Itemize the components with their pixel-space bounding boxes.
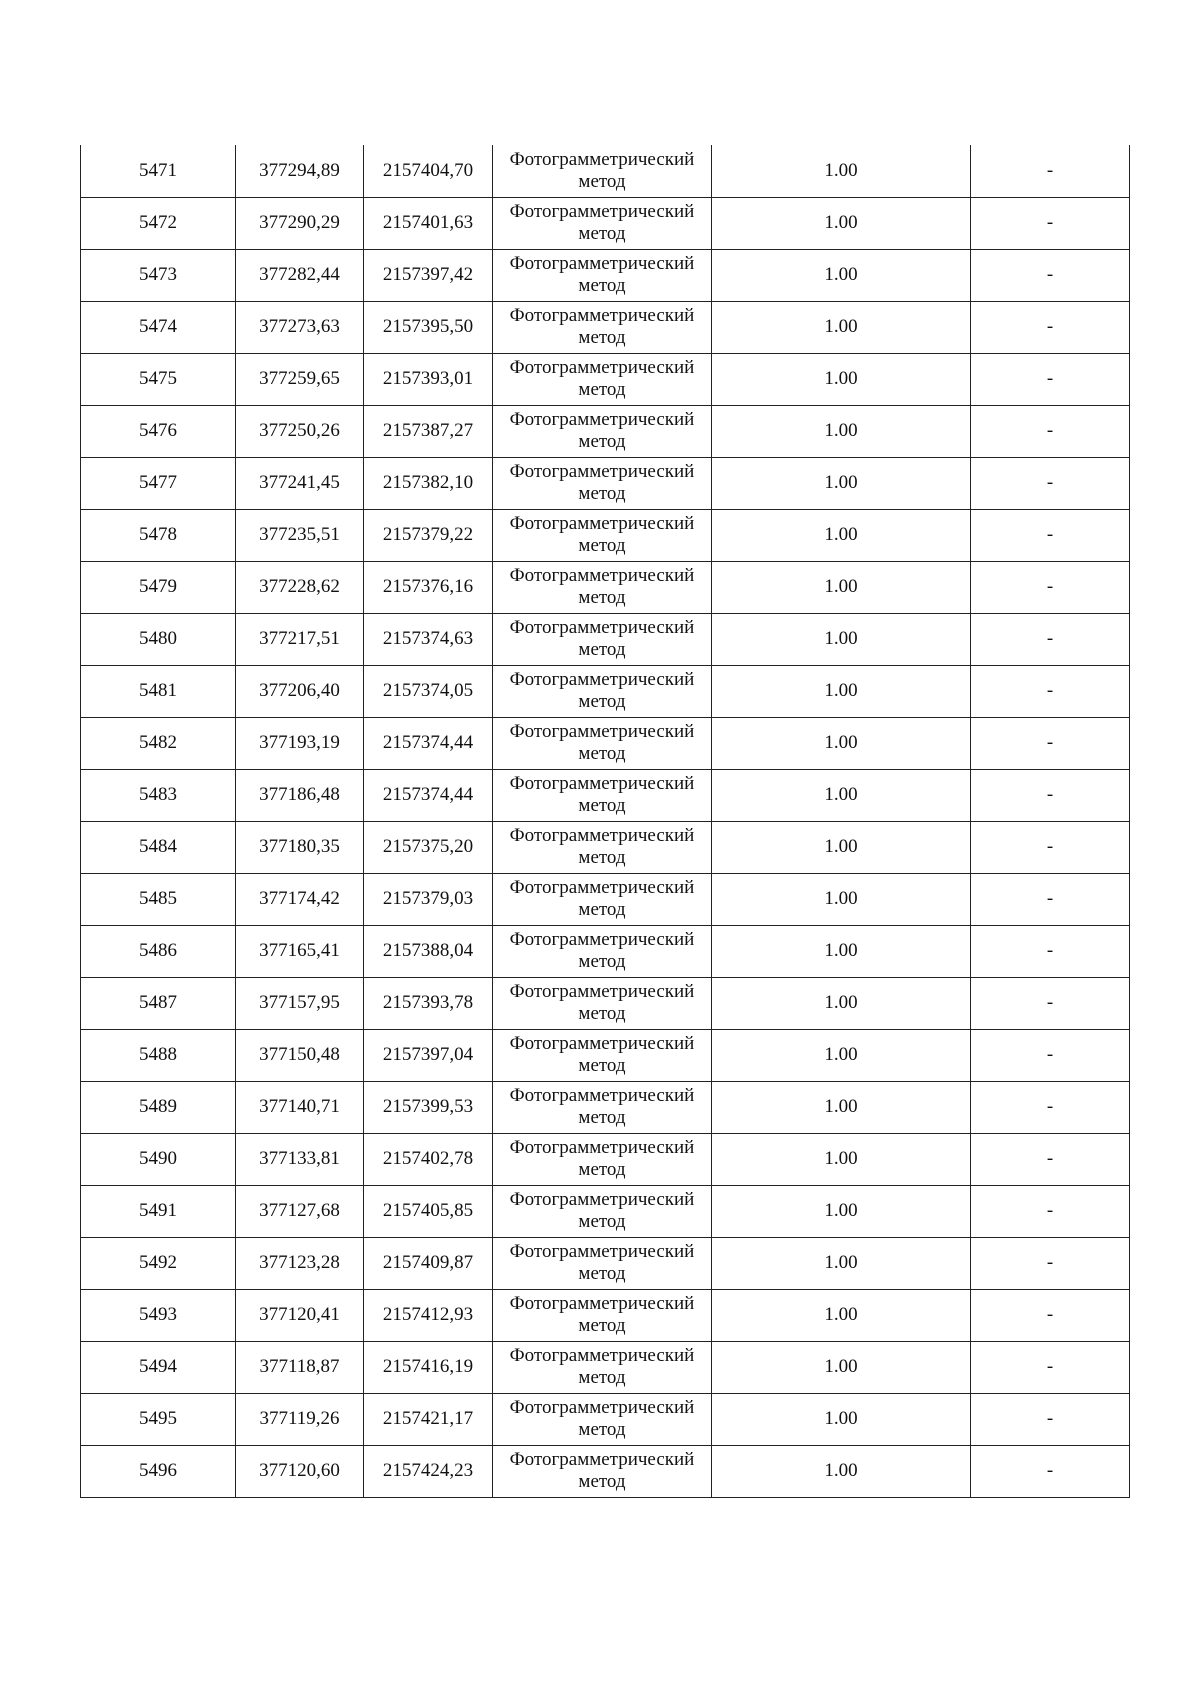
method-line-1: Фотограмметрический — [509, 201, 695, 222]
point-number-cell: 5489 — [81, 1081, 236, 1133]
method-line-1: Фотограмметрический — [509, 148, 695, 170]
point-number-cell: 5471 — [81, 145, 236, 197]
method-line-1: Фотограмметрический — [509, 1449, 695, 1470]
x-coordinate-cell: 377165,41 — [236, 925, 364, 977]
method-line-2: метод — [578, 327, 626, 348]
x-coordinate-cell: 377119,26 — [236, 1393, 364, 1445]
method-line-1: Фотограмметрический — [509, 773, 695, 794]
table-row — [81, 1445, 1130, 1497]
y-coordinate-cell: 2157416,19 — [364, 1341, 493, 1393]
x-coordinate-cell: 377133,81 — [236, 1133, 364, 1185]
table-row — [81, 197, 1130, 249]
accuracy-cell: 1.00 — [712, 873, 971, 925]
note-cell: - — [971, 1029, 1130, 1081]
y-coordinate-cell: 2157388,04 — [364, 925, 493, 977]
point-number-cell: 5475 — [81, 353, 236, 405]
method-cell — [493, 613, 712, 665]
method-cell — [493, 353, 712, 405]
x-coordinate-cell: 377118,87 — [236, 1341, 364, 1393]
note-cell: - — [971, 197, 1130, 249]
table-row — [81, 821, 1130, 873]
y-coordinate-cell: 2157379,03 — [364, 873, 493, 925]
point-number-cell: 5492 — [81, 1237, 236, 1289]
accuracy-cell: 1.00 — [712, 1185, 971, 1237]
note-cell: - — [971, 249, 1130, 301]
x-coordinate-cell: 377217,51 — [236, 613, 364, 665]
table-row — [81, 769, 1130, 821]
y-coordinate-cell: 2157401,63 — [364, 197, 493, 249]
x-coordinate-cell: 377120,60 — [236, 1445, 364, 1497]
accuracy-cell: 1.00 — [712, 509, 971, 561]
method-cell — [493, 1185, 712, 1237]
point-number-cell: 5488 — [81, 1029, 236, 1081]
method-line-1: Фотограмметрический — [509, 877, 695, 898]
table-row — [81, 1029, 1130, 1081]
table-row — [81, 873, 1130, 925]
x-coordinate-cell: 377140,71 — [236, 1081, 364, 1133]
x-coordinate-cell: 377180,35 — [236, 821, 364, 873]
method-line-1: Фотограмметрический — [509, 1345, 695, 1366]
y-coordinate-cell: 2157395,50 — [364, 301, 493, 353]
y-coordinate-cell: 2157387,27 — [364, 405, 493, 457]
table-row — [81, 353, 1130, 405]
y-coordinate-cell: 2157393,01 — [364, 353, 493, 405]
table-row — [81, 717, 1130, 769]
accuracy-cell: 1.00 — [712, 301, 971, 353]
note-cell: - — [971, 1133, 1130, 1185]
table-row — [81, 1393, 1130, 1445]
note-cell: - — [971, 1289, 1130, 1341]
note-cell: - — [971, 145, 1130, 197]
y-coordinate-cell: 2157409,87 — [364, 1237, 493, 1289]
note-cell: - — [971, 1237, 1130, 1289]
accuracy-cell: 1.00 — [712, 197, 971, 249]
x-coordinate-cell: 377193,19 — [236, 717, 364, 769]
method-line-2: метод — [578, 223, 626, 244]
note-cell: - — [971, 509, 1130, 561]
table-row — [81, 1341, 1130, 1393]
y-coordinate-cell: 2157412,93 — [364, 1289, 493, 1341]
method-line-2: метод — [578, 847, 626, 868]
method-line-2: метод — [578, 587, 626, 608]
accuracy-cell: 1.00 — [712, 1029, 971, 1081]
method-cell — [493, 1289, 712, 1341]
table-row — [81, 925, 1130, 977]
y-coordinate-cell: 2157424,23 — [364, 1445, 493, 1497]
point-number-cell: 5481 — [81, 665, 236, 717]
note-cell: - — [971, 301, 1130, 353]
x-coordinate-cell: 377273,63 — [236, 301, 364, 353]
method-cell — [493, 509, 712, 561]
accuracy-cell: 1.00 — [712, 613, 971, 665]
table-row — [81, 977, 1130, 1029]
method-cell — [493, 873, 712, 925]
method-line-2: метод — [578, 1107, 626, 1128]
table-row — [81, 1185, 1130, 1237]
point-number-cell: 5485 — [81, 873, 236, 925]
method-line-2: метод — [578, 1003, 626, 1024]
method-cell — [493, 977, 712, 1029]
method-line-2: метод — [578, 1367, 626, 1388]
method-cell — [493, 1029, 712, 1081]
method-line-1: Фотограмметрический — [509, 1293, 695, 1314]
accuracy-cell: 1.00 — [712, 1445, 971, 1497]
y-coordinate-cell: 2157404,70 — [364, 145, 493, 197]
x-coordinate-cell: 377228,62 — [236, 561, 364, 613]
method-cell — [493, 249, 712, 301]
table-row — [81, 613, 1130, 665]
table-row — [81, 301, 1130, 353]
point-number-cell: 5483 — [81, 769, 236, 821]
accuracy-cell: 1.00 — [712, 977, 971, 1029]
note-cell: - — [971, 665, 1130, 717]
coordinates-table — [80, 145, 1130, 1498]
y-coordinate-cell: 2157375,20 — [364, 821, 493, 873]
accuracy-cell: 1.00 — [712, 145, 971, 197]
y-coordinate-cell: 2157399,53 — [364, 1081, 493, 1133]
method-line-1: Фотограмметрический — [509, 1397, 695, 1418]
accuracy-cell: 1.00 — [712, 561, 971, 613]
note-cell: - — [971, 1445, 1130, 1497]
method-cell — [493, 1445, 712, 1497]
accuracy-cell: 1.00 — [712, 405, 971, 457]
x-coordinate-cell: 377174,42 — [236, 873, 364, 925]
method-line-2: метод — [578, 1419, 626, 1440]
note-cell: - — [971, 977, 1130, 1029]
table-row — [81, 1237, 1130, 1289]
method-cell — [493, 665, 712, 717]
x-coordinate-cell: 377157,95 — [236, 977, 364, 1029]
accuracy-cell: 1.00 — [712, 717, 971, 769]
table-row — [81, 249, 1130, 301]
method-line-1: Фотограмметрический — [509, 721, 695, 742]
method-line-1: Фотограмметрический — [509, 409, 695, 430]
x-coordinate-cell: 377282,44 — [236, 249, 364, 301]
point-number-cell: 5490 — [81, 1133, 236, 1185]
note-cell: - — [971, 613, 1130, 665]
method-line-2: метод — [578, 379, 626, 400]
method-line-1: Фотограмметрический — [509, 1241, 695, 1262]
table-row — [81, 1081, 1130, 1133]
method-cell — [493, 457, 712, 509]
point-number-cell: 5486 — [81, 925, 236, 977]
method-line-1: Фотограмметрический — [509, 305, 695, 326]
method-cell — [493, 145, 712, 197]
method-line-2: метод — [578, 535, 626, 556]
y-coordinate-cell: 2157397,42 — [364, 249, 493, 301]
method-line-1: Фотограмметрический — [509, 1033, 695, 1054]
table-row — [81, 457, 1130, 509]
method-line-1: Фотограмметрический — [509, 461, 695, 482]
method-cell — [493, 1237, 712, 1289]
point-number-cell: 5487 — [81, 977, 236, 1029]
y-coordinate-cell: 2157382,10 — [364, 457, 493, 509]
accuracy-cell: 1.00 — [712, 1393, 971, 1445]
method-line-1: Фотограмметрический — [509, 1085, 695, 1106]
accuracy-cell: 1.00 — [712, 925, 971, 977]
accuracy-cell: 1.00 — [712, 457, 971, 509]
method-cell — [493, 1341, 712, 1393]
y-coordinate-cell: 2157405,85 — [364, 1185, 493, 1237]
x-coordinate-cell: 377290,29 — [236, 197, 364, 249]
method-line-1: Фотограмметрический — [509, 669, 695, 690]
accuracy-cell: 1.00 — [712, 1341, 971, 1393]
y-coordinate-cell: 2157421,17 — [364, 1393, 493, 1445]
method-line-1: Фотограмметрический — [509, 357, 695, 378]
point-number-cell: 5493 — [81, 1289, 236, 1341]
x-coordinate-cell: 377206,40 — [236, 665, 364, 717]
method-line-2: метод — [578, 1471, 626, 1492]
method-line-2: метод — [578, 1263, 626, 1284]
y-coordinate-cell: 2157374,63 — [364, 613, 493, 665]
x-coordinate-cell: 377150,48 — [236, 1029, 364, 1081]
method-line-1: Фотограмметрический — [509, 929, 695, 950]
x-coordinate-cell: 377120,41 — [236, 1289, 364, 1341]
point-number-cell: 5478 — [81, 509, 236, 561]
point-number-cell: 5474 — [81, 301, 236, 353]
method-line-2: метод — [578, 1159, 626, 1180]
y-coordinate-cell: 2157402,78 — [364, 1133, 493, 1185]
note-cell: - — [971, 405, 1130, 457]
method-line-1: Фотограмметрический — [509, 981, 695, 1002]
y-coordinate-cell: 2157374,44 — [364, 717, 493, 769]
y-coordinate-cell: 2157397,04 — [364, 1029, 493, 1081]
accuracy-cell: 1.00 — [712, 1081, 971, 1133]
method-line-2: метод — [578, 951, 626, 972]
accuracy-cell: 1.00 — [712, 821, 971, 873]
accuracy-cell: 1.00 — [712, 769, 971, 821]
point-number-cell: 5495 — [81, 1393, 236, 1445]
point-number-cell: 5472 — [81, 197, 236, 249]
note-cell: - — [971, 561, 1130, 613]
method-line-1: Фотограмметрический — [509, 565, 695, 586]
method-line-1: Фотограмметрический — [509, 253, 695, 274]
note-cell: - — [971, 1185, 1130, 1237]
table-row — [81, 145, 1130, 197]
method-line-2: метод — [578, 743, 626, 764]
method-line-2: метод — [578, 899, 626, 920]
y-coordinate-cell: 2157393,78 — [364, 977, 493, 1029]
method-cell — [493, 405, 712, 457]
method-line-1: Фотограмметрический — [509, 513, 695, 534]
table-row — [81, 1133, 1130, 1185]
method-cell — [493, 197, 712, 249]
method-line-1: Фотограмметрический — [509, 1189, 695, 1210]
accuracy-cell: 1.00 — [712, 665, 971, 717]
accuracy-cell: 1.00 — [712, 1133, 971, 1185]
method-cell — [493, 301, 712, 353]
method-line-1: Фотограмметрический — [509, 617, 695, 638]
note-cell: - — [971, 717, 1130, 769]
method-line-2: метод — [578, 1211, 626, 1232]
method-line-2: метод — [578, 275, 626, 296]
method-cell — [493, 561, 712, 613]
y-coordinate-cell: 2157379,22 — [364, 509, 493, 561]
point-number-cell: 5482 — [81, 717, 236, 769]
method-line-2: метод — [578, 795, 626, 816]
method-cell — [493, 1133, 712, 1185]
note-cell: - — [971, 1393, 1130, 1445]
method-cell — [493, 769, 712, 821]
method-cell — [493, 1081, 712, 1133]
accuracy-cell: 1.00 — [712, 249, 971, 301]
point-number-cell: 5484 — [81, 821, 236, 873]
x-coordinate-cell: 377250,26 — [236, 405, 364, 457]
x-coordinate-cell: 377294,89 — [236, 145, 364, 197]
method-line-1: Фотограмметрический — [509, 825, 695, 846]
point-number-cell: 5480 — [81, 613, 236, 665]
method-line-2: метод — [578, 639, 626, 660]
method-cell — [493, 821, 712, 873]
method-cell — [493, 717, 712, 769]
note-cell: - — [971, 1341, 1130, 1393]
x-coordinate-cell: 377127,68 — [236, 1185, 364, 1237]
coordinates-table-body — [81, 145, 1130, 1497]
table-row — [81, 509, 1130, 561]
note-cell: - — [971, 769, 1130, 821]
accuracy-cell: 1.00 — [712, 1237, 971, 1289]
method-line-2: метод — [578, 170, 626, 192]
method-line-1: Фотограмметрический — [509, 1137, 695, 1158]
point-number-cell: 5476 — [81, 405, 236, 457]
note-cell: - — [971, 873, 1130, 925]
x-coordinate-cell: 377186,48 — [236, 769, 364, 821]
table-row — [81, 665, 1130, 717]
note-cell: - — [971, 821, 1130, 873]
y-coordinate-cell: 2157374,05 — [364, 665, 493, 717]
point-number-cell: 5479 — [81, 561, 236, 613]
method-line-2: метод — [578, 431, 626, 452]
method-line-2: метод — [578, 483, 626, 504]
table-row — [81, 405, 1130, 457]
point-number-cell: 5477 — [81, 457, 236, 509]
table-row — [81, 1289, 1130, 1341]
y-coordinate-cell: 2157374,44 — [364, 769, 493, 821]
note-cell: - — [971, 457, 1130, 509]
method-cell — [493, 1393, 712, 1445]
x-coordinate-cell: 377241,45 — [236, 457, 364, 509]
point-number-cell: 5473 — [81, 249, 236, 301]
method-line-2: метод — [578, 1055, 626, 1076]
x-coordinate-cell: 377259,65 — [236, 353, 364, 405]
document-page — [80, 145, 1130, 1498]
method-line-2: метод — [578, 1315, 626, 1336]
method-cell — [493, 925, 712, 977]
method-line-2: метод — [578, 691, 626, 712]
accuracy-cell: 1.00 — [712, 353, 971, 405]
note-cell: - — [971, 925, 1130, 977]
y-coordinate-cell: 2157376,16 — [364, 561, 493, 613]
accuracy-cell: 1.00 — [712, 1289, 971, 1341]
point-number-cell: 5496 — [81, 1445, 236, 1497]
point-number-cell: 5494 — [81, 1341, 236, 1393]
table-row — [81, 561, 1130, 613]
note-cell: - — [971, 353, 1130, 405]
x-coordinate-cell: 377235,51 — [236, 509, 364, 561]
x-coordinate-cell: 377123,28 — [236, 1237, 364, 1289]
point-number-cell: 5491 — [81, 1185, 236, 1237]
note-cell: - — [971, 1081, 1130, 1133]
